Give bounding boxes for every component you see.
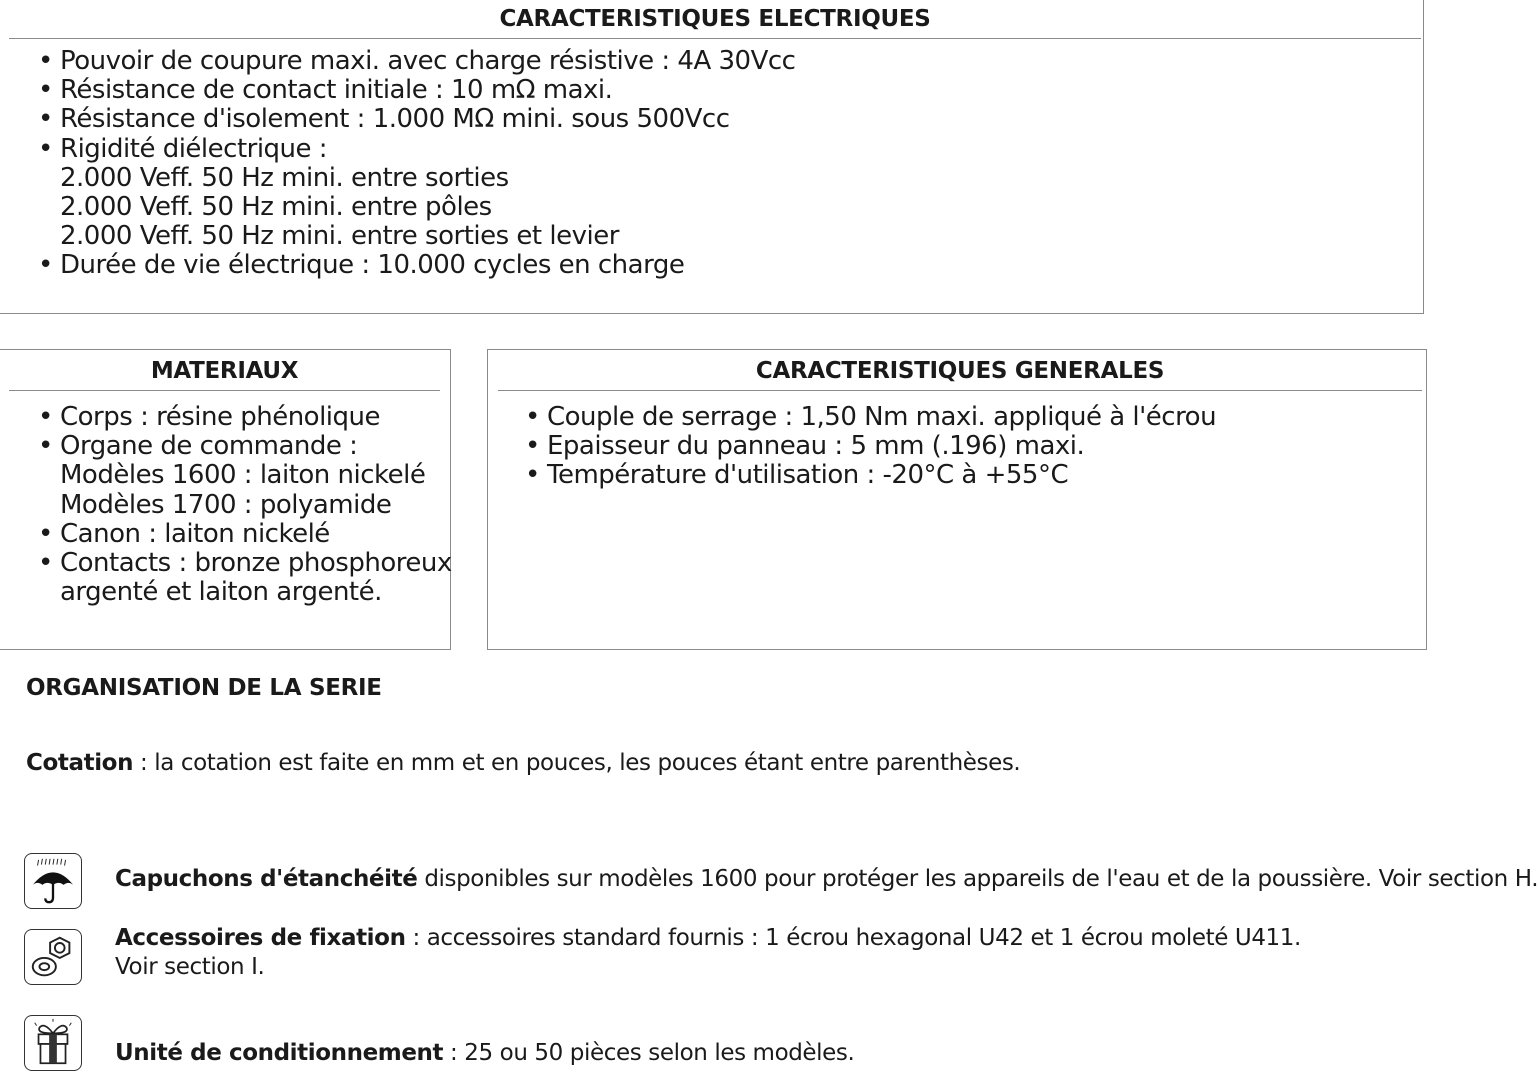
materials-section <box>0 349 451 650</box>
series-organisation-heading: ORGANISATION DE LA SERIE <box>26 675 382 701</box>
list-item-text: Rigidité diélectrique : <box>60 133 328 164</box>
list-item-text: Résistance d'isolement : 1.000 MΩ mini. sous 500Vcc <box>60 104 730 135</box>
list-item <box>38 432 452 520</box>
unite-text: : 25 ou 50 pièces selon les modèles. <box>443 1040 855 1066</box>
capuchons-text: disponibles sur modèles 1600 pour protéger les appareils de l'eau et de la poussière. Voir section H. <box>417 866 1538 892</box>
list-item-subline: 2.000 Veff. 50 Hz mini. entre sorties et levier <box>60 221 619 252</box>
unite-paragraph <box>115 1040 854 1066</box>
list-item-text: Pouvoir de coupure maxi. avec charge résistive : 4A 30Vcc <box>60 46 796 76</box>
list-item <box>525 461 1216 490</box>
list-item <box>38 47 795 76</box>
umbrella-icon <box>24 853 82 909</box>
cotation-text: : la cotation est faite en mm et en pouces, les pouces étant entre parenthèses. <box>133 750 1021 776</box>
electrical-characteristics-title: CARACTERISTIQUES ELECTRIQUES <box>9 0 1421 39</box>
list-item-text: Epaisseur du panneau : 5 mm (.196) maxi. <box>547 431 1085 462</box>
list-item-subline: Modèles 1600 : laiton nickelé <box>60 460 426 491</box>
materials-title: MATERIAUX <box>9 350 440 391</box>
list-item-subline: 2.000 Veff. 50 Hz mini. entre sorties <box>60 162 509 193</box>
list-item-subline: 2.000 Veff. 50 Hz mini. entre pôles <box>60 192 492 223</box>
capuchons-paragraph <box>115 866 1538 892</box>
list-item-text: Organe de commande : <box>60 431 358 462</box>
accessoires-text: : accessoires standard fournis : 1 écrou hexagonal U42 et 1 écrou moleté U411. <box>405 925 1301 951</box>
accessoires-label: Accessoires de fixation <box>115 925 406 951</box>
accessoires-paragraph <box>115 924 1301 982</box>
list-item <box>38 403 452 432</box>
accessoires-text-2: Voir section I. <box>115 954 265 980</box>
unite-label: Unité de conditionnement <box>115 1040 444 1066</box>
list-item-subline: Modèles 1700 : polyamide <box>60 489 392 520</box>
list-item-text: Température d'utilisation : -20°C à +55°C <box>547 460 1069 491</box>
cotation-paragraph <box>26 750 1020 776</box>
list-item <box>525 403 1216 432</box>
list-item-text: Couple de serrage : 1,50 Nm maxi. appliqué à l'écrou <box>547 402 1217 432</box>
nut-icon <box>24 929 82 985</box>
list-item-text: Durée de vie électrique : 10.000 cycles en charge <box>60 250 685 281</box>
list-item <box>38 520 452 549</box>
capuchons-label: Capuchons d'étanchéité <box>115 866 418 892</box>
electrical-characteristics-section <box>0 0 1424 314</box>
list-item-text: Corps : résine phénolique <box>60 402 381 432</box>
list-item <box>525 432 1216 461</box>
general-characteristics-list <box>525 403 1216 491</box>
electrical-characteristics-list <box>38 47 795 281</box>
list-item <box>38 105 795 134</box>
general-characteristics-title: CARACTERISTIQUES GENERALES <box>498 350 1422 391</box>
list-item-text: Contacts : bronze phosphoreux <box>60 548 452 579</box>
list-item-text: Résistance de contact initiale : 10 mΩ maxi. <box>60 75 613 106</box>
list-item-subline: argenté et laiton argenté. <box>60 577 382 608</box>
list-item <box>38 251 795 280</box>
gift-box-icon <box>24 1015 82 1071</box>
general-characteristics-section <box>487 349 1427 650</box>
cotation-label: Cotation <box>26 750 134 776</box>
list-item <box>38 135 795 252</box>
list-item-text: Canon : laiton nickelé <box>60 518 330 549</box>
materials-list <box>38 403 452 607</box>
list-item <box>38 76 795 105</box>
list-item <box>38 549 452 607</box>
